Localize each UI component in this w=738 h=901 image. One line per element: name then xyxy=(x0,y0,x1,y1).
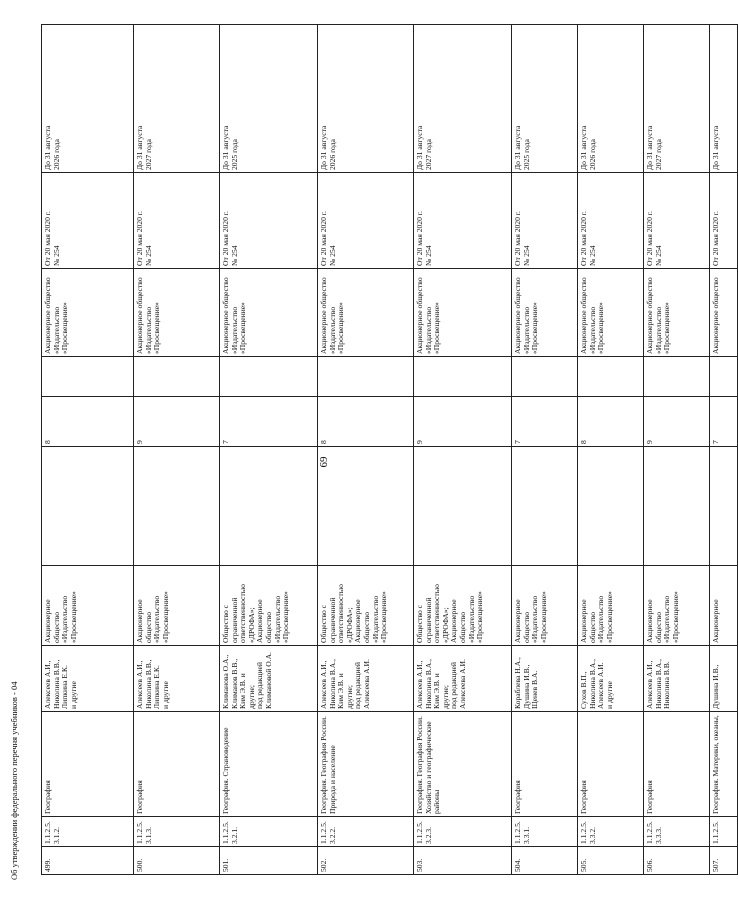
row-authors: Душина И.В., xyxy=(710,646,738,712)
row-grade: 7 xyxy=(710,397,738,447)
row-empty-b xyxy=(710,357,738,397)
row-organization: Акционерное общество «Издательство «Просвещение» xyxy=(220,269,318,357)
row-number: 504. xyxy=(512,847,578,875)
row-empty-a xyxy=(220,447,318,566)
row-organization: Акционерное общество «Издательство «Просвещение» xyxy=(644,269,710,357)
row-empty-b xyxy=(220,357,318,397)
table-row xyxy=(512,25,578,875)
row-publisher: Акционерное общество «Издательство «Просвещение» xyxy=(512,566,578,646)
row-number: 507. xyxy=(710,847,738,875)
row-empty-b xyxy=(318,357,414,397)
row-grade: 8 xyxy=(42,397,134,447)
row-empty-b xyxy=(512,357,578,397)
row-subject: География xyxy=(42,712,134,817)
row-empty-b xyxy=(134,357,220,397)
row-subject: География. Материки, океаны, xyxy=(710,712,738,817)
footer-note: Об утверждении федерального перечня учебников - 04 xyxy=(9,681,19,880)
row-subject: География xyxy=(134,712,220,817)
table-row xyxy=(42,25,134,875)
row-organization: Акционерное общество «Издательство «Просвещение» xyxy=(134,269,220,357)
row-grade: 7 xyxy=(512,397,578,447)
row-authors: Климанова О.А., Климанов В.В., Ким Э.В. и другие; под редакцией Климановой О.А. xyxy=(220,646,318,712)
row-organization: Акционерное общество «Издательство «Просвещение» xyxy=(578,269,644,357)
row-authors: Алексеев А.И., Николина В.А., Ким Э.В. и другие; под редакцией Алексеева А.И. xyxy=(414,646,512,712)
row-code: 1.1.2.5. xyxy=(710,817,738,847)
row-publisher: Общество с ограниченной ответственностью «ДРОФА»; Акционерное общество «Издательство «Просвещение» xyxy=(414,566,512,646)
row-validity: До 31 августа 2027 года xyxy=(644,25,710,173)
row-empty-b xyxy=(42,357,134,397)
table-row xyxy=(318,25,414,875)
row-grade: 7 xyxy=(220,397,318,447)
row-code: 1.1.2.5. 3.1.2. xyxy=(42,817,134,847)
row-validity: До 31 августа 2025 года xyxy=(220,25,318,173)
table-row xyxy=(578,25,644,875)
row-authors: Алексеев А.И., Николина В.А., Ким Э.В. и другие; под редакцией Алексеева А.И. xyxy=(318,646,414,712)
row-validity: До 31 августа xyxy=(710,25,738,173)
row-authors: Сухов В.П., Николина В.А., Алексеев А.И. и другие xyxy=(578,646,644,712)
row-validity: До 31 августа 2027 года xyxy=(134,25,220,173)
row-code: 1.1.2.5. 3.2.2. xyxy=(318,817,414,847)
row-number: 499. xyxy=(42,847,134,875)
row-publisher: Акционерное общество «Издательство «Просвещение» xyxy=(578,566,644,646)
row-code: 1.1.2.5. 3.3.3. xyxy=(644,817,710,847)
row-empty-a xyxy=(414,447,512,566)
row-code: 1.1.2.5. 3.2.3. xyxy=(414,817,512,847)
row-empty-a xyxy=(710,447,738,566)
row-authors: Алексеев А.И., Николина В.В., Липкина Е.К. и другие xyxy=(134,646,220,712)
table-row xyxy=(414,25,512,875)
row-order: От 20 мая 2020 г. № 254 xyxy=(42,173,134,269)
row-empty-a xyxy=(578,447,644,566)
row-subject: География. География России. Хозяйство и географические районы xyxy=(414,712,512,817)
table-body xyxy=(42,25,738,875)
table-row xyxy=(134,25,220,875)
row-subject: География. Страноведение xyxy=(220,712,318,817)
row-organization: Акционерное общество «Издательство «Просвещение» xyxy=(318,269,414,357)
row-order: От 20 мая 2020 г. № 254 xyxy=(134,173,220,269)
row-empty-b xyxy=(578,357,644,397)
row-empty-a xyxy=(318,447,414,566)
row-publisher: Акционерное общество «Издательство «Просвещение» xyxy=(134,566,220,646)
row-number: 503. xyxy=(414,847,512,875)
row-publisher: Акционерное xyxy=(710,566,738,646)
row-order: От 20 мая 2020 г. № 254 xyxy=(318,173,414,269)
row-authors: Алексеев А.И., Николина В.А., Николина В.В. xyxy=(644,646,710,712)
table-row xyxy=(644,25,710,875)
row-subject: География xyxy=(644,712,710,817)
row-order: От 20 мая 2020 г. № 254 xyxy=(220,173,318,269)
row-publisher: Общество с ограниченной ответственностью «ДРОФА»; Акционерное общество «Издательство «Просвещение» xyxy=(318,566,414,646)
row-organization: Акционерное общество «Издательство «Просвещение» xyxy=(512,269,578,357)
row-validity: До 31 августа 2026 года xyxy=(42,25,134,173)
row-empty-b xyxy=(414,357,512,397)
row-publisher: Акционерное общество «Издательство «Просвещение» xyxy=(42,566,134,646)
row-order: От 20 мая 2020 г. № 254 xyxy=(414,173,512,269)
row-authors: Алексеев А.И., Николина В.В., Липкина Е.К. и другие xyxy=(42,646,134,712)
row-empty-b xyxy=(644,357,710,397)
row-subject: География xyxy=(512,712,578,817)
page-number: 69 xyxy=(318,456,330,468)
row-number: 505. xyxy=(578,847,644,875)
row-organization: Акционерное общество xyxy=(710,269,738,357)
row-order: От 20 мая 2020 г. № 254 xyxy=(644,173,710,269)
row-publisher: Общество с ограниченной ответственностью «ДРОФА»; Акционерное общество «Издательство «Просвещение» xyxy=(220,566,318,646)
textbook-register-table xyxy=(41,24,738,875)
row-grade: 9 xyxy=(644,397,710,447)
row-code: 1.1.2.5. 3.1.3. xyxy=(134,817,220,847)
row-grade: 9 xyxy=(414,397,512,447)
row-empty-a xyxy=(512,447,578,566)
row-number: 500. xyxy=(134,847,220,875)
row-number: 501. xyxy=(220,847,318,875)
row-validity: До 31 августа 2026 года xyxy=(578,25,644,173)
row-publisher: Акционерное общество «Издательство «Просвещение» xyxy=(644,566,710,646)
row-organization: Акционерное общество «Издательство «Просвещение» xyxy=(42,269,134,357)
table-row xyxy=(220,25,318,875)
row-validity: До 31 августа 2027 года xyxy=(414,25,512,173)
row-code: 1.1.2.5. 3.3.1. xyxy=(512,817,578,847)
row-subject: География xyxy=(578,712,644,817)
row-subject: География. География России. Природа и население xyxy=(318,712,414,817)
row-validity: До 31 августа 2026 года xyxy=(318,25,414,173)
row-code: 1.1.2.5. 3.2.1. xyxy=(220,817,318,847)
row-grade: 8 xyxy=(318,397,414,447)
row-number: 506. xyxy=(644,847,710,875)
row-authors: Кораблева Н.А., Душина И.В., Щенев В.А. xyxy=(512,646,578,712)
row-grade: 9 xyxy=(134,397,220,447)
row-order: От 20 мая 2020 г. № 254 xyxy=(578,173,644,269)
row-grade: 8 xyxy=(578,397,644,447)
row-empty-a xyxy=(644,447,710,566)
row-number: 502. xyxy=(318,847,414,875)
row-empty-a xyxy=(134,447,220,566)
row-empty-a xyxy=(42,447,134,566)
row-code: 1.1.2.5. 3.3.2. xyxy=(578,817,644,847)
row-order: От 20 мая 2020 г. № 254 xyxy=(512,173,578,269)
row-organization: Акционерное общество «Издательство «Просвещение» xyxy=(414,269,512,357)
row-order: От 20 мая 2020 г. xyxy=(710,173,738,269)
row-validity: До 31 августа 2025 года xyxy=(512,25,578,173)
table-row xyxy=(710,25,738,875)
